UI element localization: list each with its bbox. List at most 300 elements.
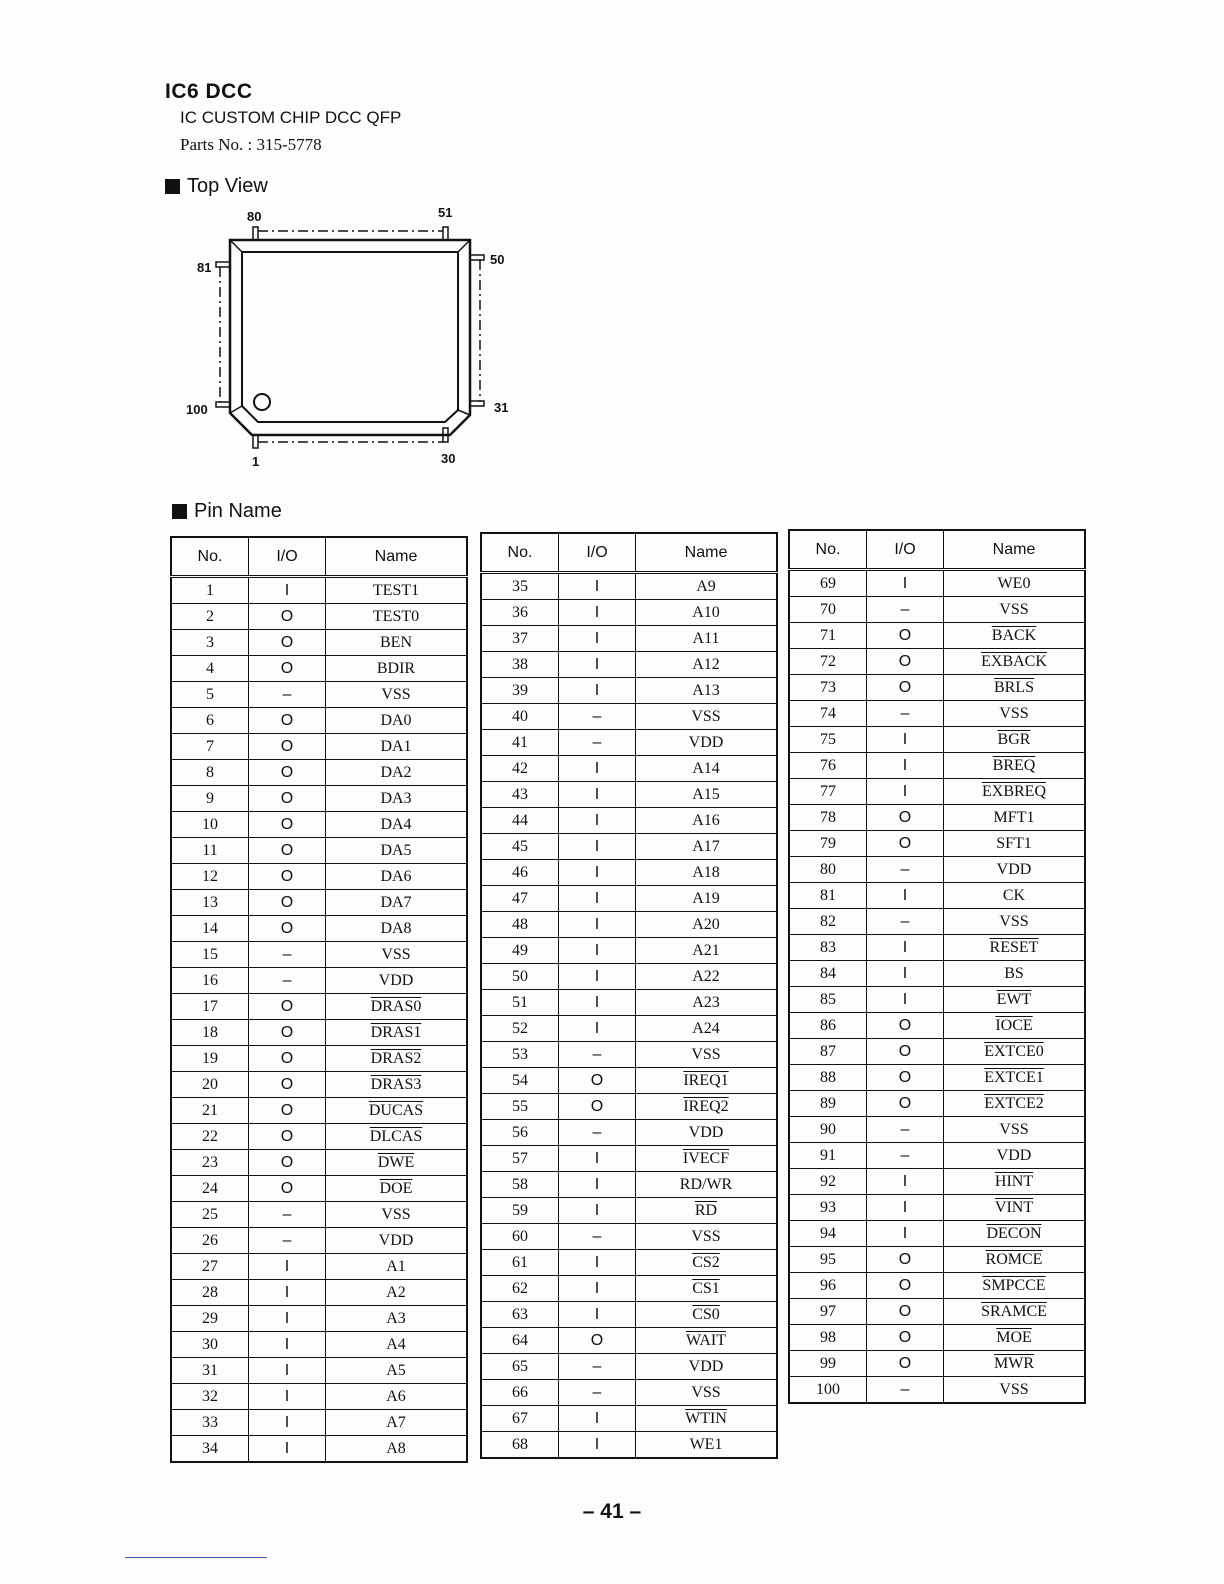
pin-name: CS1 bbox=[636, 1276, 778, 1302]
table-row bbox=[171, 604, 467, 630]
pin-name: EXTCE1 bbox=[944, 1065, 1086, 1091]
pin-name: BACK bbox=[944, 623, 1086, 649]
table-row bbox=[481, 626, 777, 652]
pin-name: EXTCE0 bbox=[944, 1039, 1086, 1065]
table-header-row bbox=[789, 530, 1085, 570]
pin-number: 51 bbox=[481, 990, 559, 1016]
pin-label-100: 100 bbox=[186, 402, 208, 417]
pin-io: I bbox=[867, 727, 944, 753]
table-row bbox=[171, 916, 467, 942]
top-view-heading-text: Top View bbox=[187, 175, 268, 197]
pin-number: 83 bbox=[789, 935, 867, 961]
pin-io: O bbox=[249, 1072, 326, 1098]
pin-number: 80 bbox=[789, 857, 867, 883]
pin-name: VDD bbox=[944, 857, 1086, 883]
table-row bbox=[171, 1384, 467, 1410]
table-row bbox=[789, 1117, 1085, 1143]
table-row bbox=[481, 1042, 777, 1068]
table-row bbox=[171, 968, 467, 994]
table-row bbox=[171, 1124, 467, 1150]
pin-io: O bbox=[867, 1273, 944, 1299]
table-row bbox=[171, 1410, 467, 1436]
table-row bbox=[789, 597, 1085, 623]
pin-io: I bbox=[249, 1410, 326, 1436]
pin-name: A3 bbox=[326, 1306, 468, 1332]
table-row bbox=[481, 1198, 777, 1224]
table-row bbox=[481, 756, 777, 782]
pin-name: IOCE bbox=[944, 1013, 1086, 1039]
pin-io: O bbox=[249, 1124, 326, 1150]
pin-number: 13 bbox=[171, 890, 249, 916]
pin-io: O bbox=[249, 916, 326, 942]
table-row bbox=[789, 623, 1085, 649]
pin-name: VSS bbox=[944, 701, 1086, 727]
pin-name: VSS bbox=[326, 942, 468, 968]
pin-table-1 bbox=[170, 536, 468, 1463]
parts-number: Parts No. : 315-5778 bbox=[180, 135, 322, 154]
pin-name: BRLS bbox=[944, 675, 1086, 701]
pin-name: CS0 bbox=[636, 1302, 778, 1328]
table-row bbox=[481, 1354, 777, 1380]
pin-number: 5 bbox=[171, 682, 249, 708]
pin-number: 99 bbox=[789, 1351, 867, 1377]
pin-number: 6 bbox=[171, 708, 249, 734]
pin-number: 24 bbox=[171, 1176, 249, 1202]
pin-name: A19 bbox=[636, 886, 778, 912]
table-row bbox=[481, 1172, 777, 1198]
pin-name: IREQ1 bbox=[636, 1068, 778, 1094]
pin-number: 76 bbox=[789, 753, 867, 779]
pin-number: 28 bbox=[171, 1280, 249, 1306]
bullet-square-icon bbox=[172, 504, 187, 519]
pin-name: A14 bbox=[636, 756, 778, 782]
pin-label-81: 81 bbox=[197, 260, 212, 275]
pin-number: 23 bbox=[171, 1150, 249, 1176]
pin-io: I bbox=[559, 652, 636, 678]
pin-name: VSS bbox=[326, 1202, 468, 1228]
pin-io: O bbox=[249, 760, 326, 786]
pin-name: A1 bbox=[326, 1254, 468, 1280]
pin-io: O bbox=[867, 1325, 944, 1351]
pin-io: – bbox=[867, 701, 944, 727]
pin-io: O bbox=[559, 1094, 636, 1120]
pin-io: I bbox=[867, 883, 944, 909]
pin-number: 96 bbox=[789, 1273, 867, 1299]
table-row bbox=[481, 600, 777, 626]
table-row bbox=[481, 860, 777, 886]
pin-name: A20 bbox=[636, 912, 778, 938]
table-row bbox=[481, 990, 777, 1016]
pin-io: – bbox=[867, 1143, 944, 1169]
pin-number: 59 bbox=[481, 1198, 559, 1224]
pin-name: BREQ bbox=[944, 753, 1086, 779]
pin-number: 46 bbox=[481, 860, 559, 886]
pin-io: – bbox=[867, 1117, 944, 1143]
pin-io: I bbox=[559, 1406, 636, 1432]
pin-io: I bbox=[867, 987, 944, 1013]
table-row bbox=[789, 727, 1085, 753]
pin-name: RD/WR bbox=[636, 1172, 778, 1198]
pin-number: 78 bbox=[789, 805, 867, 831]
table-row bbox=[171, 1176, 467, 1202]
table-row bbox=[171, 812, 467, 838]
package-inner bbox=[242, 252, 458, 422]
pin-name: VDD bbox=[326, 968, 468, 994]
pin-io: O bbox=[249, 864, 326, 890]
table-row bbox=[171, 1020, 467, 1046]
pin-label-31: 31 bbox=[494, 400, 509, 415]
pin-label-80: 80 bbox=[247, 209, 262, 224]
pin-number: 2 bbox=[171, 604, 249, 630]
pin-name: A24 bbox=[636, 1016, 778, 1042]
table-row bbox=[171, 1046, 467, 1072]
pin-number: 48 bbox=[481, 912, 559, 938]
pin-io: I bbox=[559, 912, 636, 938]
pin-number: 30 bbox=[171, 1332, 249, 1358]
pin-number: 73 bbox=[789, 675, 867, 701]
pin-number: 15 bbox=[171, 942, 249, 968]
pin-number: 11 bbox=[171, 838, 249, 864]
pin-name: $\overline{MWR}$ bbox=[944, 1351, 1086, 1377]
pin-name: DA5 bbox=[326, 838, 468, 864]
pin-name: $\overline{EWT}$ bbox=[944, 987, 1086, 1013]
column-header-no: No. bbox=[481, 533, 559, 573]
top-view-heading bbox=[165, 175, 268, 198]
column-header-name: Name bbox=[944, 530, 1086, 570]
column-header-no: No. bbox=[789, 530, 867, 570]
pin-io: I bbox=[867, 570, 944, 597]
table-row bbox=[789, 935, 1085, 961]
table-row bbox=[481, 1224, 777, 1250]
pin-number: 40 bbox=[481, 704, 559, 730]
table-row bbox=[171, 708, 467, 734]
pin-number: 86 bbox=[789, 1013, 867, 1039]
table-row bbox=[481, 1380, 777, 1406]
table-row bbox=[481, 1250, 777, 1276]
pin-name: WE0 bbox=[944, 570, 1086, 597]
pin-label-30: 30 bbox=[441, 451, 456, 466]
pin-number: 32 bbox=[171, 1384, 249, 1410]
table-row bbox=[481, 1146, 777, 1172]
pin-io: I bbox=[249, 1254, 326, 1280]
pin-io: I bbox=[867, 935, 944, 961]
pin-name-heading-text: Pin Name bbox=[194, 500, 282, 522]
table-row bbox=[481, 964, 777, 990]
pin-io: I bbox=[249, 1306, 326, 1332]
pin-label-51: 51 bbox=[438, 205, 453, 220]
pin-name: DA1 bbox=[326, 734, 468, 760]
pin-io: – bbox=[559, 1354, 636, 1380]
pin-io: – bbox=[559, 1042, 636, 1068]
pin-name: A12 bbox=[636, 652, 778, 678]
table-row bbox=[481, 1276, 777, 1302]
pin-io: – bbox=[559, 1380, 636, 1406]
pin-io: O bbox=[867, 1247, 944, 1273]
pin-label-50: 50 bbox=[490, 252, 505, 267]
pin-io: I bbox=[559, 808, 636, 834]
pin-number: 31 bbox=[171, 1358, 249, 1384]
table-row bbox=[171, 1254, 467, 1280]
pin-number: 25 bbox=[171, 1202, 249, 1228]
table-row bbox=[481, 1406, 777, 1432]
pin-number: 9 bbox=[171, 786, 249, 812]
pin-name: WAIT bbox=[636, 1328, 778, 1354]
table-row bbox=[789, 779, 1085, 805]
pin-name: A6 bbox=[326, 1384, 468, 1410]
table-row bbox=[171, 1280, 467, 1306]
pin-name: VSS bbox=[636, 1224, 778, 1250]
pin-number: 56 bbox=[481, 1120, 559, 1146]
pin-name: BS bbox=[944, 961, 1086, 987]
pin-name: A17 bbox=[636, 834, 778, 860]
pin-name: MFT1 bbox=[944, 805, 1086, 831]
table-row bbox=[789, 805, 1085, 831]
pin-io: O bbox=[249, 708, 326, 734]
pin-name: CK bbox=[944, 883, 1086, 909]
pin-number: 91 bbox=[789, 1143, 867, 1169]
pin-number: 63 bbox=[481, 1302, 559, 1328]
table-row bbox=[789, 649, 1085, 675]
table-row bbox=[481, 938, 777, 964]
table-row bbox=[789, 1299, 1085, 1325]
pin-number: 18 bbox=[171, 1020, 249, 1046]
table-row bbox=[789, 1273, 1085, 1299]
pin-name: TEST1 bbox=[326, 577, 468, 604]
pin-name: VDD bbox=[636, 1120, 778, 1146]
table-row bbox=[789, 1221, 1085, 1247]
pin-name: DA0 bbox=[326, 708, 468, 734]
pin-io: I bbox=[867, 961, 944, 987]
pin-number: 36 bbox=[481, 600, 559, 626]
pin-number: 60 bbox=[481, 1224, 559, 1250]
pin-name: A18 bbox=[636, 860, 778, 886]
table-row bbox=[481, 1120, 777, 1146]
pin-name: VSS bbox=[636, 1380, 778, 1406]
column-header-name: Name bbox=[326, 537, 468, 577]
pin-name: DA2 bbox=[326, 760, 468, 786]
pin-name: EXBREQ bbox=[944, 779, 1086, 805]
pin-name: VSS bbox=[326, 682, 468, 708]
pin-io: O bbox=[867, 1351, 944, 1377]
pin-name: A21 bbox=[636, 938, 778, 964]
pin-number: 43 bbox=[481, 782, 559, 808]
pin-name: A7 bbox=[326, 1410, 468, 1436]
pin-name: RESET bbox=[944, 935, 1086, 961]
pin-name: VSS bbox=[944, 909, 1086, 935]
pin-name-heading bbox=[172, 500, 282, 523]
pin-io: O bbox=[867, 1065, 944, 1091]
table-row bbox=[481, 1094, 777, 1120]
pin-number: 4 bbox=[171, 656, 249, 682]
pin-number: 37 bbox=[481, 626, 559, 652]
table-row bbox=[171, 1332, 467, 1358]
pin-io: – bbox=[559, 1224, 636, 1250]
pin-io: O bbox=[867, 831, 944, 857]
pin-number: 82 bbox=[789, 909, 867, 935]
pin-io: I bbox=[559, 964, 636, 990]
pin-name: SFT1 bbox=[944, 831, 1086, 857]
table-row bbox=[171, 734, 467, 760]
column-header-io: I/O bbox=[867, 530, 944, 570]
pin-name: A4 bbox=[326, 1332, 468, 1358]
pin-name: $\overline{MOE}$ bbox=[944, 1325, 1086, 1351]
pin-number: 85 bbox=[789, 987, 867, 1013]
pin-name: $\overline{DOE}$ bbox=[326, 1176, 468, 1202]
pin-number: 16 bbox=[171, 968, 249, 994]
pin-io: O bbox=[249, 734, 326, 760]
pin-io: – bbox=[249, 1228, 326, 1254]
table-row bbox=[171, 890, 467, 916]
pin-number: 68 bbox=[481, 1432, 559, 1459]
pin-io: O bbox=[867, 623, 944, 649]
table-row bbox=[789, 1247, 1085, 1273]
table-row bbox=[789, 1065, 1085, 1091]
pin-number: 77 bbox=[789, 779, 867, 805]
pin-number: 26 bbox=[171, 1228, 249, 1254]
pin-number: 67 bbox=[481, 1406, 559, 1432]
pin-io: I bbox=[559, 600, 636, 626]
pin-io: O bbox=[249, 1176, 326, 1202]
pin-number: 45 bbox=[481, 834, 559, 860]
pin-number: 75 bbox=[789, 727, 867, 753]
pin-name: DRAS2 bbox=[326, 1046, 468, 1072]
pin-table-3 bbox=[788, 529, 1086, 1404]
pin-name: DA8 bbox=[326, 916, 468, 942]
table-row bbox=[171, 1072, 467, 1098]
pin-io: – bbox=[867, 1377, 944, 1404]
table-row bbox=[171, 1150, 467, 1176]
pin-number: 42 bbox=[481, 756, 559, 782]
pin-name: SMPCCE bbox=[944, 1273, 1086, 1299]
pin-name: DRAS0 bbox=[326, 994, 468, 1020]
pin-io: I bbox=[867, 1169, 944, 1195]
table-row bbox=[789, 1143, 1085, 1169]
table-row bbox=[481, 1302, 777, 1328]
table-row bbox=[171, 1306, 467, 1332]
pin-io: I bbox=[559, 782, 636, 808]
pin-number: 72 bbox=[789, 649, 867, 675]
pin-name: DUCAS bbox=[326, 1098, 468, 1124]
pin-name: A23 bbox=[636, 990, 778, 1016]
pin-io: O bbox=[249, 630, 326, 656]
pin-number: 89 bbox=[789, 1091, 867, 1117]
table-row bbox=[171, 760, 467, 786]
pin-io: – bbox=[559, 730, 636, 756]
pin-io: O bbox=[249, 1150, 326, 1176]
table-row bbox=[171, 1228, 467, 1254]
pin-number: 100 bbox=[789, 1377, 867, 1404]
pin-io: O bbox=[249, 812, 326, 838]
table-row bbox=[171, 1358, 467, 1384]
pin-number: 55 bbox=[481, 1094, 559, 1120]
pin-io: I bbox=[559, 886, 636, 912]
column-header-io: I/O bbox=[249, 537, 326, 577]
pin-io: I bbox=[559, 1146, 636, 1172]
pin-number: 88 bbox=[789, 1065, 867, 1091]
pin-table-2 bbox=[480, 532, 778, 1459]
pin-name: SRAMCE bbox=[944, 1299, 1086, 1325]
pin-io: I bbox=[559, 1302, 636, 1328]
pin-number: 95 bbox=[789, 1247, 867, 1273]
pin-name: A10 bbox=[636, 600, 778, 626]
pin-label-1: 1 bbox=[252, 454, 260, 469]
pin-io: I bbox=[559, 1276, 636, 1302]
table-row bbox=[789, 1091, 1085, 1117]
table-row bbox=[789, 1195, 1085, 1221]
pin-number: 49 bbox=[481, 938, 559, 964]
table-row bbox=[789, 1325, 1085, 1351]
table-row bbox=[171, 942, 467, 968]
table-row bbox=[171, 1202, 467, 1228]
column-header-no: No. bbox=[171, 537, 249, 577]
table-row bbox=[481, 834, 777, 860]
pin-io: O bbox=[249, 786, 326, 812]
table-row bbox=[481, 1432, 777, 1459]
pin-number: 47 bbox=[481, 886, 559, 912]
pin-name: A22 bbox=[636, 964, 778, 990]
pin-io: – bbox=[249, 968, 326, 994]
table-row bbox=[171, 656, 467, 682]
table-row bbox=[789, 857, 1085, 883]
table-row bbox=[481, 678, 777, 704]
table-row bbox=[171, 630, 467, 656]
pin-number: 27 bbox=[171, 1254, 249, 1280]
table-row bbox=[171, 682, 467, 708]
pin-name: VSS bbox=[944, 1377, 1086, 1404]
pin-number: 57 bbox=[481, 1146, 559, 1172]
pin-name: A16 bbox=[636, 808, 778, 834]
pin-name: DLCAS bbox=[326, 1124, 468, 1150]
pin-number: 8 bbox=[171, 760, 249, 786]
pin-number: 38 bbox=[481, 652, 559, 678]
pin-io: I bbox=[559, 990, 636, 1016]
pin-io: I bbox=[249, 1384, 326, 1410]
pin-io: O bbox=[249, 994, 326, 1020]
table-header-row bbox=[171, 537, 467, 577]
pin-name: $\overline{RD}$ bbox=[636, 1198, 778, 1224]
pin-io: I bbox=[559, 860, 636, 886]
table-row bbox=[171, 994, 467, 1020]
pin-number: 64 bbox=[481, 1328, 559, 1354]
pin-io: O bbox=[249, 656, 326, 682]
pin-io: – bbox=[867, 857, 944, 883]
table-row bbox=[789, 753, 1085, 779]
pin-io: O bbox=[867, 1013, 944, 1039]
pin-name: CS2 bbox=[636, 1250, 778, 1276]
pin-io: O bbox=[867, 1039, 944, 1065]
pin-io: – bbox=[867, 909, 944, 935]
pin-io: I bbox=[249, 577, 326, 604]
pin-io: O bbox=[559, 1068, 636, 1094]
pin-io: – bbox=[559, 1120, 636, 1146]
pin-io: O bbox=[249, 1046, 326, 1072]
pin-name: DRAS1 bbox=[326, 1020, 468, 1046]
pin-io: I bbox=[867, 779, 944, 805]
pin-number: 97 bbox=[789, 1299, 867, 1325]
table-row bbox=[789, 961, 1085, 987]
pin-number: 17 bbox=[171, 994, 249, 1020]
pin-name: HINT bbox=[944, 1169, 1086, 1195]
pin-io: I bbox=[249, 1280, 326, 1306]
pin-name: EXBACK bbox=[944, 649, 1086, 675]
pin-name: VSS bbox=[636, 704, 778, 730]
pin-name: BEN bbox=[326, 630, 468, 656]
pin-number: 14 bbox=[171, 916, 249, 942]
table-row bbox=[481, 782, 777, 808]
pin-name: $\overline{BGR}$ bbox=[944, 727, 1086, 753]
pin-number: 10 bbox=[171, 812, 249, 838]
footer-rule bbox=[125, 1557, 267, 1558]
